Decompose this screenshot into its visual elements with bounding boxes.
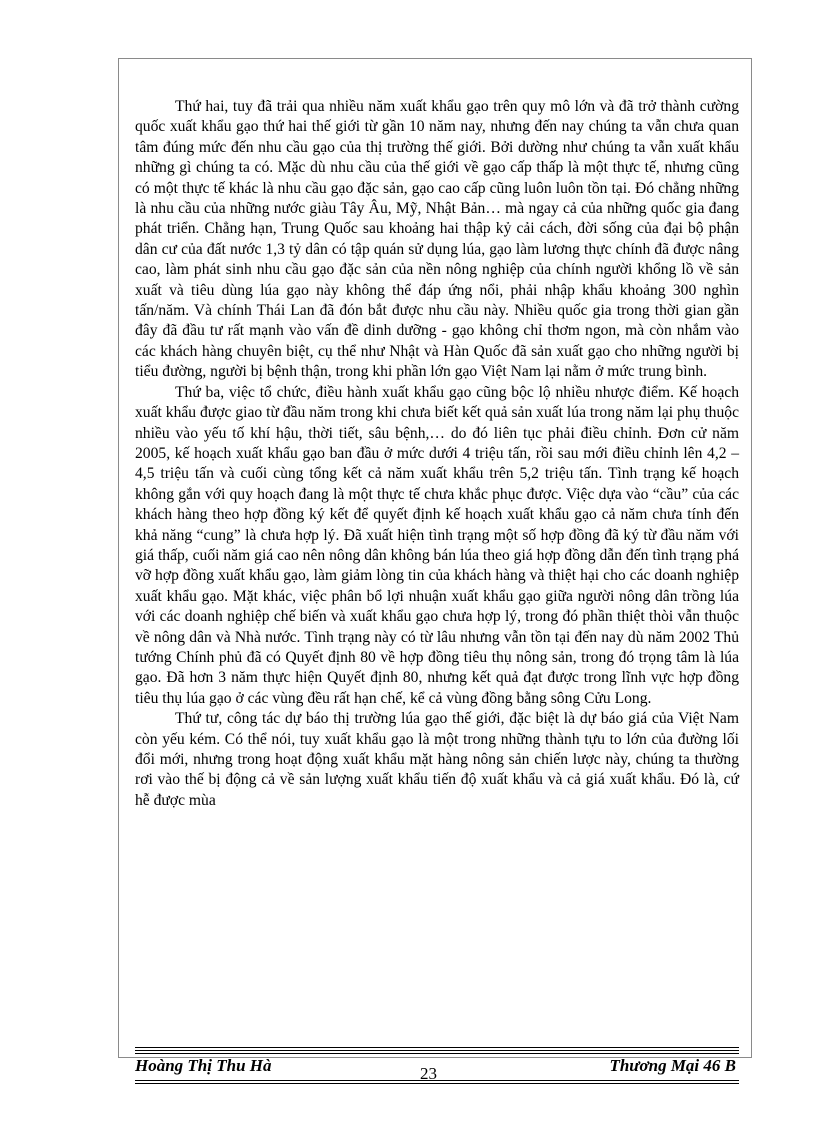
page-number: 23: [420, 1064, 437, 1083]
body-text: [135, 97, 739, 811]
footer-bottom-rule: [135, 1080, 739, 1081]
footer-rule: [135, 1050, 739, 1051]
footer-author: Hoàng Thị Thu Hà: [135, 1056, 272, 1075]
footer-bottom-rule: [135, 1083, 739, 1084]
paragraph-3: Thứ tư, công tác dự báo thị trường lúa gạo thế giới, đặc biệt là dự báo giá của Việt Nam còn yếu kém. Có thể nói, tuy xuất khẩu gạo là một trong những thành tựu to lớn của đường lối đổi mới, nhưng trong hoạt động xuất khẩu mặt hàng nông sản chiến lược này, chúng ta thường rơi vào thế bị động cả về sản lượng xuất khẩu tiến độ xuất khẩu và cả giá xuất khẩu. Đó là, cứ hễ được mùa: [135, 710, 739, 809]
footer-rule: [135, 1047, 739, 1048]
paragraph-1: Thứ hai, tuy đã trải qua nhiều năm xuất khẩu gạo trên quy mô lớn và đã trở thành cường quốc xuất khẩu gạo thứ hai thế giới từ gần 10 năm nay, nhưng đến nay chúng ta vẫn chưa quan tâm đúng mức đến nhu cầu gạo của thị trường thế giới. Bởi dường như chúng ta vẫn xuất khẩu những gì chúng ta có. Mặc dù nhu cầu của thế giới về gạo cấp thấp là một thực tế, nhưng cũng có một thực tế khác là nhu cầu gạo đặc sản, gạo cao cấp cũng luôn luôn tồn tại. Đó chẳng những là nhu cầu của những nước giàu Tây Âu, Mỹ, Nhật Bản… mà ngay cả của những quốc gia đang phát triển. Chẳng hạn, Trung Quốc sau khoảng hai thập kỷ cải cách, đời sống của đại bộ phận dân cư của đất nước 1,3 tỷ dân có tập quán sử dụng lúa, gạo làm lương thực chính đã được nâng cao, làm phát sinh nhu cầu gạo đặc sản của nền nông nghiệp của chính người khổng lồ về sản xuất và tiêu dùng lúa gạo này không thể đáp ứng nổi, phải nhập khẩu khoảng 300 nghìn tấn/năm. Và chính Thái Lan đã đón bắt được nhu cầu này. Nhiều quốc gia trong thời gian gần đây đã đầu tư rất mạnh vào vấn đề dinh dưỡng - gạo không chỉ thơm ngon, mà còn nhắm vào các khách hàng chuyên biệt, cụ thể như Nhật và Hàn Quốc đã sản xuất gạo cho những người bị tiểu đường, người bị bệnh thận, trong khi phần lớn gạo Việt Nam lại nằm ở mức trung bình.: [135, 98, 739, 381]
footer-class: Thương Mại 46 B: [609, 1056, 736, 1075]
footer-rule: [135, 1053, 739, 1054]
paragraph-2: Thứ ba, việc tổ chức, điều hành xuất khẩu gạo cũng bộc lộ nhiều nhược điểm. Kế hoạch xuất khẩu được giao từ đầu năm trong khi chưa biết kết quả sản xuất lúa trong năm lại phụ thuộc nhiều vào yếu tố khí hậu, thời tiết, sâu bệnh,… do đó liên tục phải điều chỉnh. Đơn cử năm 2005, kế hoạch xuất khẩu gạo ban đầu ở mức dưới 4 triệu tấn, rồi sau mới điều chỉnh lên 4,2 – 4,5 triệu tấn và cuối cùng tổng kết cả năm xuất khẩu trên 5,2 triệu tấn. Tình trạng kế hoạch không gắn với quy hoạch đang là một thực tế chưa khắc phục được. Việc dựa vào “cầu” của các khách hàng theo hợp đồng ký kết để quyết định kế hoạch xuất khẩu gạo cả năm chưa tính đến khả năng “cung” là chưa hợp lý. Đã xuất hiện tình trạng một số hợp đồng đã ký từ đầu năm với giá thấp, cuối năm giá cao nên nông dân không bán lúa theo giá hợp đồng dẫn đến tình trạng phá vỡ hợp đồng xuất khẩu gạo, làm giảm lòng tin của khách hàng và thiệt hại cho các doanh nghiệp xuất khẩu gạo. Mặt khác, việc phân bổ lợi nhuận xuất khẩu gạo giữa người nông dân trồng lúa với các doanh nghiệp chế biến và xuất khẩu gạo chưa hợp lý, trong đó phần thiệt thòi vẫn thuộc về nông dân và Nhà nước. Tình trạng này có từ lâu nhưng vẫn tồn tại đến nay dù năm 2002 Thủ tướng Chính phủ đã có Quyết định 80 về hợp đồng tiêu thụ nông sản, trong đó trọng tâm là lúa gạo. Đã hơn 3 năm thực hiện Quyết định 80, nhưng kết quả đạt được trong lĩnh vực hợp đồng tiêu thụ lúa gạo ở các vùng đều rất hạn chế, kể cả vùng đồng bằng sông Cửu Long.: [135, 383, 739, 707]
page-footer: [135, 1056, 739, 1083]
